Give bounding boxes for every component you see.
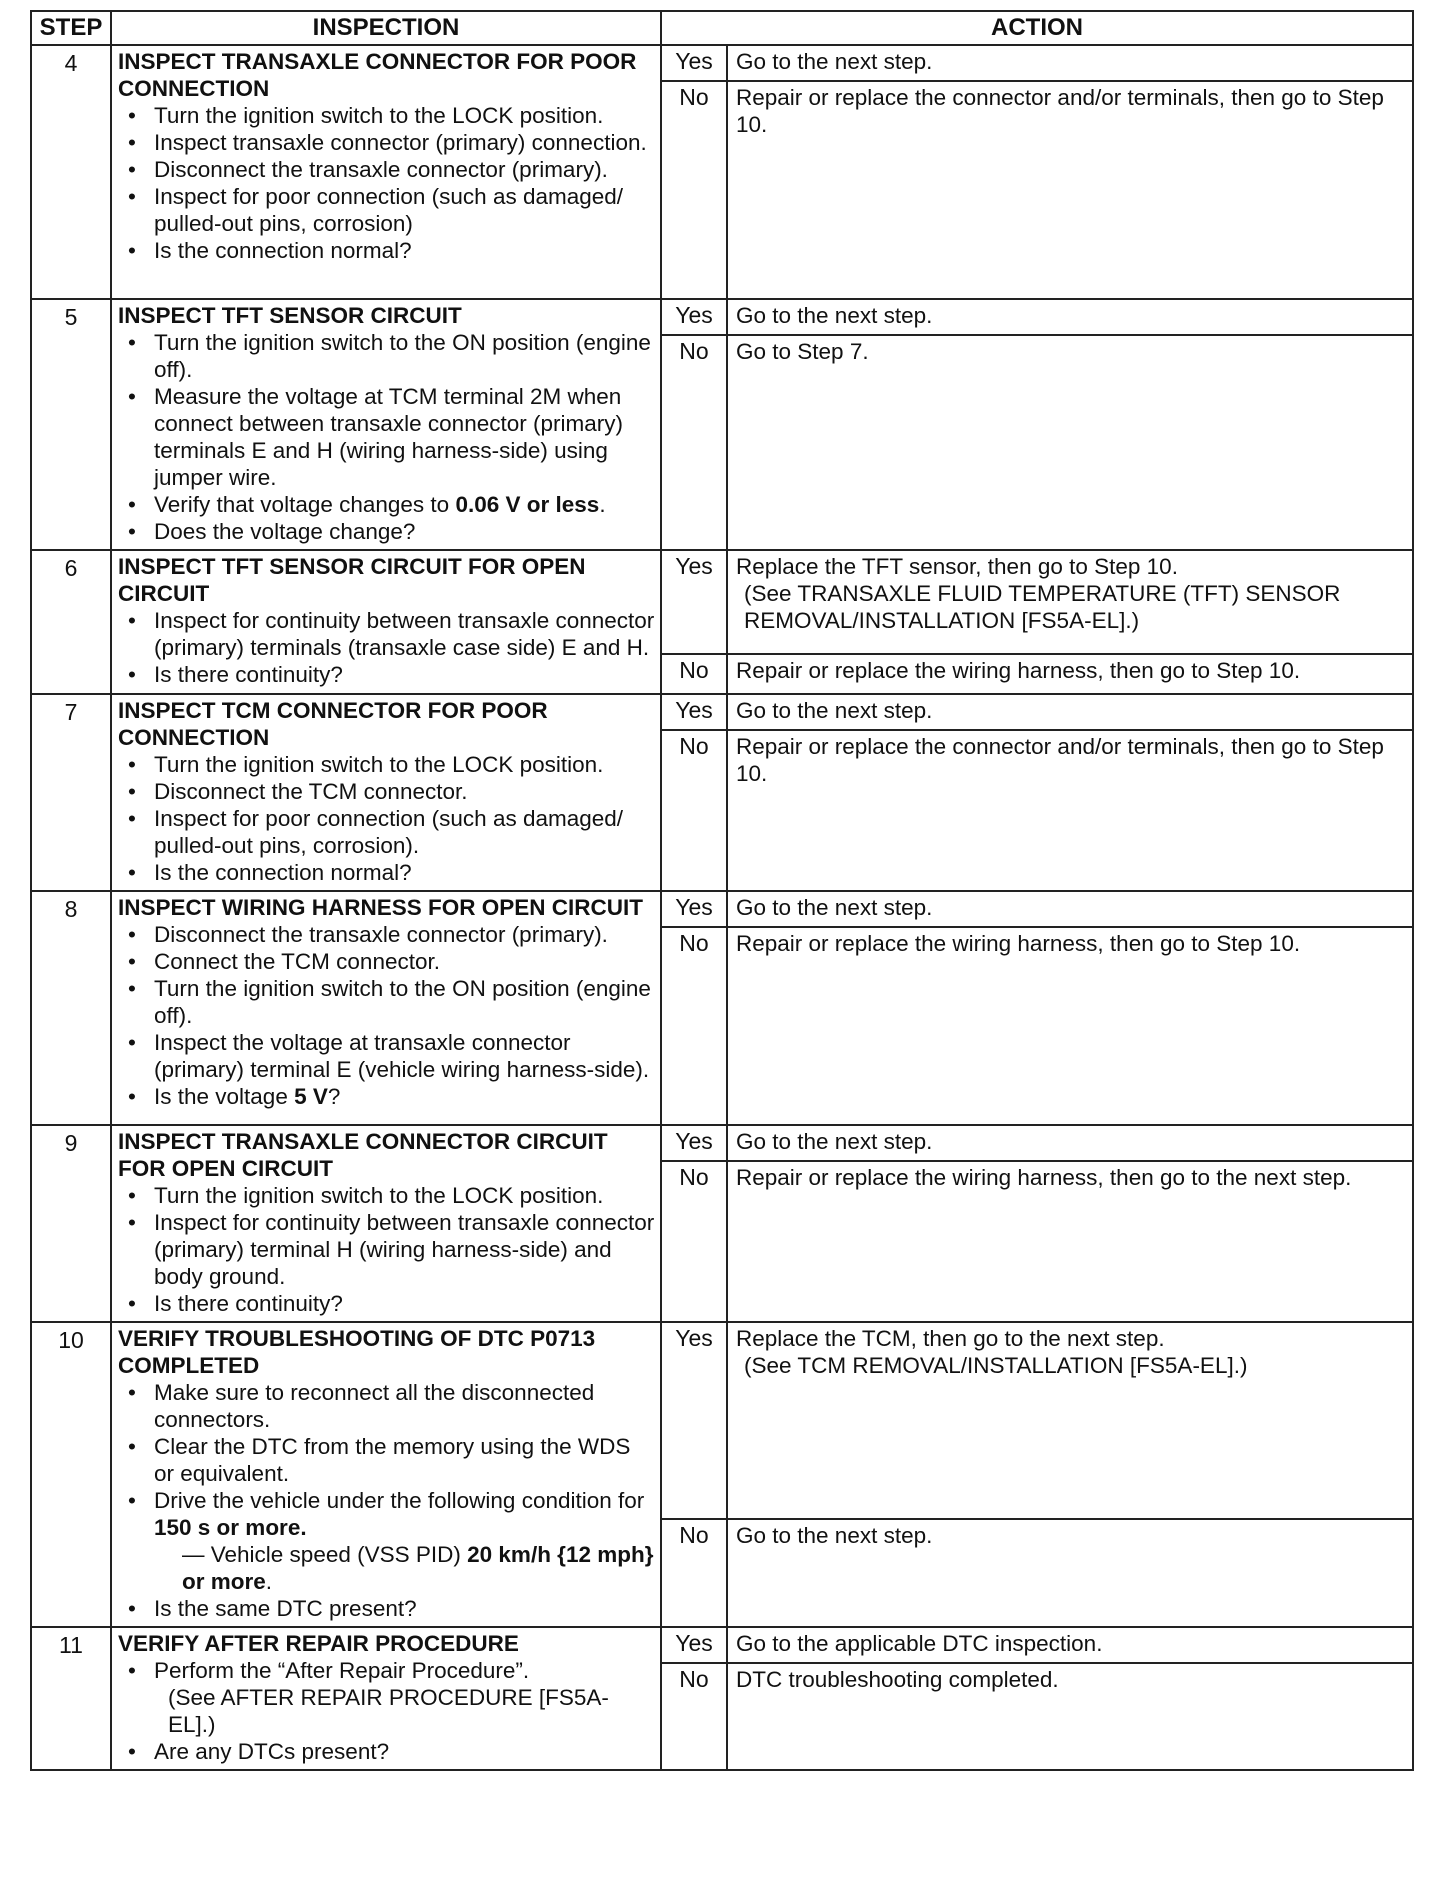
table-row-step-10: [31, 1322, 1413, 1519]
table-row-step-9: [31, 1125, 1413, 1161]
no-label: No: [661, 654, 727, 694]
table-row-step-11: [31, 1627, 1413, 1663]
item-tail: .: [599, 492, 606, 517]
no-action: Repair or replace the connector and/or terminals, then go to Step 10.: [727, 81, 1413, 299]
list-item: [154, 1657, 656, 1738]
step-number: 8: [31, 891, 111, 1125]
list-item: • Is there continuity?: [154, 661, 656, 688]
no-action: Repair or replace the wiring harness, then go to the next step.: [727, 1161, 1413, 1322]
duration-value: 150 s or more.: [154, 1515, 307, 1540]
yes-label: Yes: [661, 694, 727, 730]
inspection-title: INSPECT TCM CONNECTOR FOR POOR CONNECTION: [118, 698, 548, 750]
list-item: • Inspect the voltage at transaxle connector (primary) terminal E (vehicle wiring harness-side).: [154, 1029, 656, 1083]
no-label: No: [661, 1519, 727, 1627]
yes-label: Yes: [661, 1322, 727, 1519]
list-item: • Disconnect the transaxle connector (primary).: [154, 921, 656, 948]
inspection-cell: [111, 1627, 661, 1770]
list-item: • Are any DTCs present?: [154, 1738, 656, 1765]
no-label: No: [661, 730, 727, 891]
list-item: • Turn the ignition switch to the LOCK position.: [154, 1182, 656, 1209]
table-row-step-8: [31, 891, 1413, 927]
voltage-threshold: 0.06 V or less: [455, 492, 600, 517]
table-row-step-6: [31, 550, 1413, 654]
table-row-step-4: [31, 45, 1413, 81]
yes-action: Go to the next step.: [727, 1125, 1413, 1161]
yes-action: Replace the TCM, then go to the next step.: [736, 1326, 1165, 1351]
table-row-step-5: [31, 299, 1413, 335]
yes-action: Replace the TFT sensor, then go to Step 10.: [736, 554, 1178, 579]
item-text: Is the voltage: [154, 1084, 295, 1109]
inspection-cell: [111, 891, 661, 1125]
inspection-cell: [111, 1125, 661, 1322]
inspection-cell: [111, 550, 661, 694]
no-label: No: [661, 335, 727, 550]
list-item: • Clear the DTC from the memory using the WDS or equivalent.: [154, 1433, 656, 1487]
inspection-cell: [111, 299, 661, 550]
header-inspection: INSPECTION: [111, 11, 661, 45]
inspection-cell: [111, 45, 661, 299]
inspection-list: [118, 1182, 656, 1317]
no-label: No: [661, 81, 727, 299]
yes-action: Go to the applicable DTC inspection.: [727, 1627, 1413, 1663]
step-number: 6: [31, 550, 111, 694]
list-item: [154, 1083, 656, 1110]
inspection-list: [118, 1657, 656, 1765]
no-label: No: [661, 1161, 727, 1322]
no-action: Go to the next step.: [727, 1519, 1413, 1627]
inspection-title: INSPECT TFT SENSOR CIRCUIT FOR OPEN CIRCUIT: [118, 554, 586, 606]
header-action: ACTION: [661, 11, 1413, 45]
no-action: Repair or replace the wiring harness, then go to Step 10.: [727, 654, 1413, 694]
list-item: • Is the same DTC present?: [154, 1595, 656, 1622]
no-action: Go to Step 7.: [727, 335, 1413, 550]
yes-action-cell: [727, 1322, 1413, 1519]
yes-label: Yes: [661, 45, 727, 81]
item-tail: .: [265, 1569, 273, 1594]
list-item: • Turn the ignition switch to the ON position (engine off).: [154, 329, 656, 383]
list-item: • Make sure to reconnect all the disconnected connectors.: [154, 1379, 656, 1433]
inspection-title: INSPECT TFT SENSOR CIRCUIT: [118, 303, 462, 328]
speed-value: 20 km/h {12 mph} or more: [182, 1542, 654, 1594]
list-item: • Connect the TCM connector.: [154, 948, 656, 975]
yes-action-cell: [727, 550, 1413, 654]
yes-action: Go to the next step.: [727, 694, 1413, 730]
list-item: • Turn the ignition switch to the LOCK position.: [154, 751, 656, 778]
inspection-table-sheet: [30, 10, 1412, 1771]
no-action: DTC troubleshooting completed.: [727, 1663, 1413, 1770]
no-action: Repair or replace the connector and/or terminals, then go to Step 10.: [727, 730, 1413, 891]
reference-link[interactable]: (See AFTER REPAIR PROCEDURE [FS5A-EL].): [168, 1685, 609, 1737]
yes-label: Yes: [661, 299, 727, 335]
item-text: Perform the “After Repair Procedure”.: [154, 1658, 530, 1683]
no-action: Repair or replace the wiring harness, then go to Step 10.: [727, 927, 1413, 1125]
step-number: 10: [31, 1322, 111, 1627]
step-number: 5: [31, 299, 111, 550]
inspection-title: INSPECT WIRING HARNESS FOR OPEN CIRCUIT: [118, 895, 644, 920]
yes-label: Yes: [661, 1627, 727, 1663]
list-item: [154, 491, 656, 518]
inspection-list: [118, 1379, 656, 1622]
table-header-row: [31, 11, 1413, 45]
yes-label: Yes: [661, 550, 727, 654]
reference-link[interactable]: (See TRANSAXLE FLUID TEMPERATURE (TFT) SENSOR REMOVAL/INSTALLATION [FS5A-EL].): [744, 581, 1341, 633]
item-text: Drive the vehicle under the following condition for: [154, 1488, 645, 1513]
step-number: 9: [31, 1125, 111, 1322]
list-subitem: [154, 1541, 656, 1595]
inspection-list: [118, 921, 656, 1110]
inspection-cell: [111, 1322, 661, 1627]
yes-action: Go to the next step.: [727, 891, 1413, 927]
list-item: [154, 1487, 656, 1541]
list-item: • Turn the ignition switch to the LOCK position.: [154, 102, 656, 129]
inspection-title: VERIFY TROUBLESHOOTING OF DTC P0713 COMPLETED: [118, 1326, 596, 1378]
list-item: • Inspect for continuity between transaxle connector (primary) terminals (transaxle case side) E and H.: [154, 607, 656, 661]
step-number: 4: [31, 45, 111, 299]
inspection-title: INSPECT TRANSAXLE CONNECTOR FOR POOR CONNECTION: [118, 49, 637, 101]
list-item: • Disconnect the transaxle connector (primary).: [154, 156, 656, 183]
step-number: 7: [31, 694, 111, 891]
yes-action: Go to the next step.: [727, 45, 1413, 81]
inspection-list: [118, 607, 656, 688]
list-item: • Inspect transaxle connector (primary) connection.: [154, 129, 656, 156]
inspection-title: VERIFY AFTER REPAIR PROCEDURE: [118, 1631, 519, 1656]
step-number: 11: [31, 1627, 111, 1770]
table-row-step-7: [31, 694, 1413, 730]
list-item: • Is the connection normal?: [154, 859, 656, 886]
no-label: No: [661, 927, 727, 1125]
list-item: • Inspect for continuity between transaxle connector (primary) terminal H (wiring harness-side) and body ground.: [154, 1209, 656, 1290]
item-text: Verify that voltage changes to: [154, 492, 456, 517]
list-item: • Disconnect the TCM connector.: [154, 778, 656, 805]
list-item: • Does the voltage change?: [154, 518, 656, 545]
list-item: • Is there continuity?: [154, 1290, 656, 1317]
voltage-value: 5 V: [294, 1084, 328, 1109]
header-step: STEP: [31, 11, 111, 45]
list-item: • Turn the ignition switch to the ON position (engine off).: [154, 975, 656, 1029]
inspection-title: INSPECT TRANSAXLE CONNECTOR CIRCUIT FOR OPEN CIRCUIT: [118, 1129, 608, 1181]
no-label: No: [661, 1663, 727, 1770]
list-item: • Inspect for poor connection (such as damaged/ pulled-out pins, corrosion).: [154, 805, 656, 859]
list-item: • Inspect for poor connection (such as damaged/ pulled-out pins, corrosion): [154, 183, 656, 237]
list-item: • Measure the voltage at TCM terminal 2M when connect between transaxle connector (primary) terminals E and H (wiring harness-side) using jumper wire.: [154, 383, 656, 491]
inspection-list: [118, 329, 656, 545]
inspection-cell: [111, 694, 661, 891]
reference-link[interactable]: (See TCM REMOVAL/INSTALLATION [FS5A-EL].): [744, 1353, 1248, 1378]
list-item: • Is the connection normal?: [154, 237, 656, 264]
item-text: — Vehicle speed (VSS PID): [182, 1542, 468, 1567]
inspection-list: [118, 751, 656, 886]
yes-action: Go to the next step.: [727, 299, 1413, 335]
yes-label: Yes: [661, 891, 727, 927]
dtc-inspection-table: [30, 10, 1414, 1771]
yes-label: Yes: [661, 1125, 727, 1161]
inspection-list: [118, 102, 656, 264]
item-tail: ?: [327, 1084, 341, 1109]
